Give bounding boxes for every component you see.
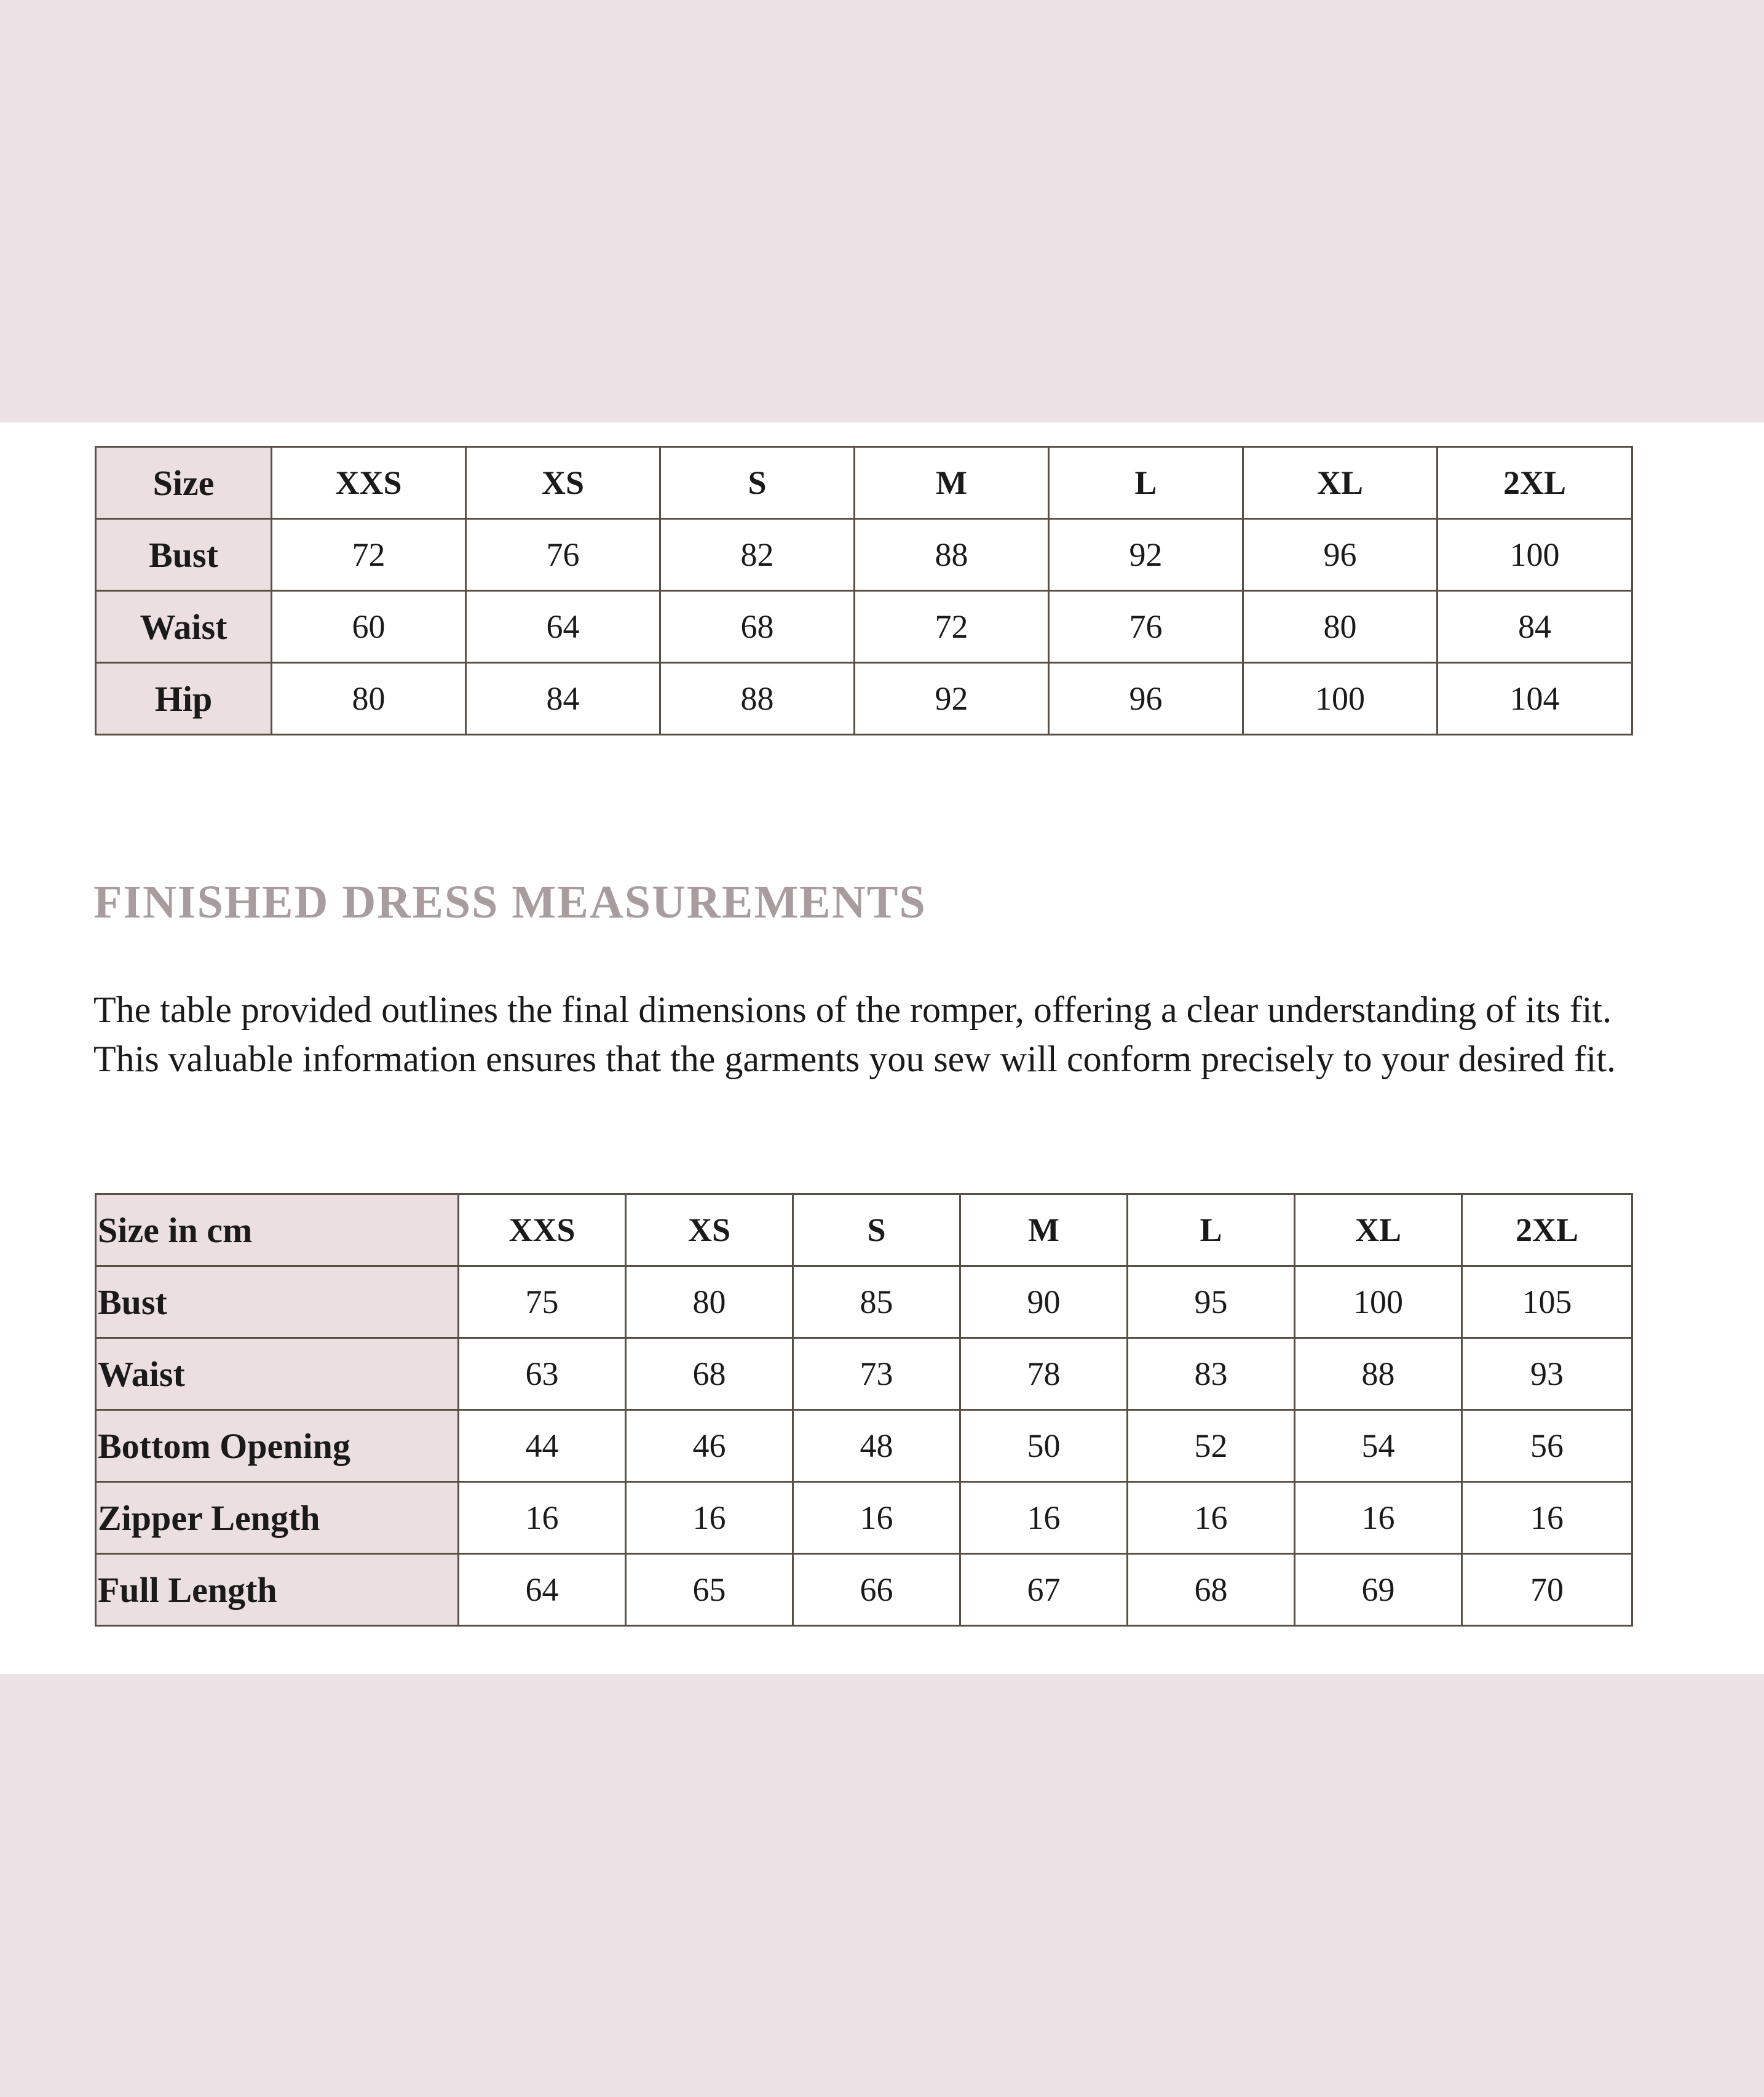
- value-cell: 16: [793, 1482, 960, 1554]
- value-cell: 48: [793, 1410, 960, 1482]
- table-row: [96, 1482, 1632, 1554]
- value-cell: 80: [1243, 591, 1438, 663]
- value-cell: 16: [1462, 1482, 1632, 1554]
- row-label-cell: Waist: [96, 591, 272, 663]
- size-header-cell: M: [855, 447, 1049, 519]
- value-cell: 88: [660, 663, 855, 735]
- value-cell: 83: [1128, 1338, 1295, 1410]
- value-cell: 44: [459, 1410, 626, 1482]
- table-row: [96, 663, 1632, 735]
- value-cell: 96: [1049, 663, 1243, 735]
- body-size-table: [95, 446, 1633, 735]
- value-cell: 93: [1462, 1338, 1632, 1410]
- value-cell: 72: [272, 519, 466, 591]
- size-header-cell: XS: [466, 447, 660, 519]
- finished-measurements-table: [95, 1193, 1633, 1627]
- row-label-cell: Hip: [96, 663, 272, 735]
- value-cell: 46: [626, 1410, 793, 1482]
- value-cell: 64: [459, 1554, 626, 1626]
- value-cell: 96: [1243, 519, 1438, 591]
- value-cell: 65: [626, 1554, 793, 1626]
- size-header-cell: M: [960, 1194, 1128, 1266]
- value-cell: 88: [1295, 1338, 1462, 1410]
- value-cell: 68: [660, 591, 855, 663]
- value-cell: 63: [459, 1338, 626, 1410]
- value-cell: 60: [272, 591, 466, 663]
- value-cell: 76: [1049, 591, 1243, 663]
- table-row: [96, 1410, 1632, 1482]
- value-cell: 73: [793, 1338, 960, 1410]
- value-cell: 105: [1462, 1266, 1632, 1338]
- size-header-cell: 2XL: [1438, 447, 1632, 519]
- table-header-row: [96, 1194, 1632, 1266]
- value-cell: 78: [960, 1338, 1128, 1410]
- value-cell: 16: [1128, 1482, 1295, 1554]
- value-cell: 52: [1128, 1410, 1295, 1482]
- value-cell: 88: [855, 519, 1049, 591]
- value-cell: 72: [855, 591, 1049, 663]
- value-cell: 70: [1462, 1554, 1632, 1626]
- size-header-cell: L: [1049, 447, 1243, 519]
- value-cell: 54: [1295, 1410, 1462, 1482]
- header-label-cell: Size: [96, 447, 272, 519]
- value-cell: 104: [1438, 663, 1632, 735]
- table-row: [96, 1266, 1632, 1338]
- value-cell: 16: [960, 1482, 1128, 1554]
- value-cell: 69: [1295, 1554, 1462, 1626]
- size-header-cell: XXS: [459, 1194, 626, 1266]
- value-cell: 85: [793, 1266, 960, 1338]
- value-cell: 92: [855, 663, 1049, 735]
- row-label-cell: Bottom Opening: [96, 1410, 459, 1482]
- value-cell: 16: [626, 1482, 793, 1554]
- value-cell: 80: [626, 1266, 793, 1338]
- size-header-cell: XL: [1243, 447, 1438, 519]
- section-heading: FINISHED DRESS MEASUREMENTS: [93, 876, 927, 928]
- value-cell: 75: [459, 1266, 626, 1338]
- table-row: [96, 1338, 1632, 1410]
- row-label-cell: Full Length: [96, 1554, 459, 1626]
- header-label-cell: Size in cm: [96, 1194, 459, 1266]
- value-cell: 80: [272, 663, 466, 735]
- value-cell: 100: [1243, 663, 1438, 735]
- table-row: [96, 1554, 1632, 1626]
- value-cell: 100: [1295, 1266, 1462, 1338]
- value-cell: 56: [1462, 1410, 1632, 1482]
- row-label-cell: Zipper Length: [96, 1482, 459, 1554]
- row-label-cell: Bust: [96, 1266, 459, 1338]
- value-cell: 64: [466, 591, 660, 663]
- size-header-cell: L: [1128, 1194, 1295, 1266]
- size-header-cell: S: [660, 447, 855, 519]
- value-cell: 95: [1128, 1266, 1295, 1338]
- value-cell: 68: [626, 1338, 793, 1410]
- value-cell: 100: [1438, 519, 1632, 591]
- value-cell: 82: [660, 519, 855, 591]
- value-cell: 76: [466, 519, 660, 591]
- size-header-cell: 2XL: [1462, 1194, 1632, 1266]
- table-header-row: [96, 447, 1632, 519]
- value-cell: 16: [1295, 1482, 1462, 1554]
- value-cell: 90: [960, 1266, 1128, 1338]
- value-cell: 16: [459, 1482, 626, 1554]
- table-row: [96, 519, 1632, 591]
- value-cell: 67: [960, 1554, 1128, 1626]
- size-header-cell: XS: [626, 1194, 793, 1266]
- section-description: The table provided outlines the final dimensions of the romper, offering a clear understanding of its fit. This valuable information ensures that the garments you sew will conform precisely to your desired fit.: [93, 989, 1616, 1079]
- size-header-cell: XXS: [272, 447, 466, 519]
- size-header-cell: XL: [1295, 1194, 1462, 1266]
- row-label-cell: Waist: [96, 1338, 459, 1410]
- row-label-cell: Bust: [96, 519, 272, 591]
- value-cell: 84: [466, 663, 660, 735]
- table-row: [96, 591, 1632, 663]
- value-cell: 50: [960, 1410, 1128, 1482]
- value-cell: 66: [793, 1554, 960, 1626]
- document-page: [0, 422, 1764, 1674]
- value-cell: 84: [1438, 591, 1632, 663]
- value-cell: 92: [1049, 519, 1243, 591]
- size-header-cell: S: [793, 1194, 960, 1266]
- value-cell: 68: [1128, 1554, 1295, 1626]
